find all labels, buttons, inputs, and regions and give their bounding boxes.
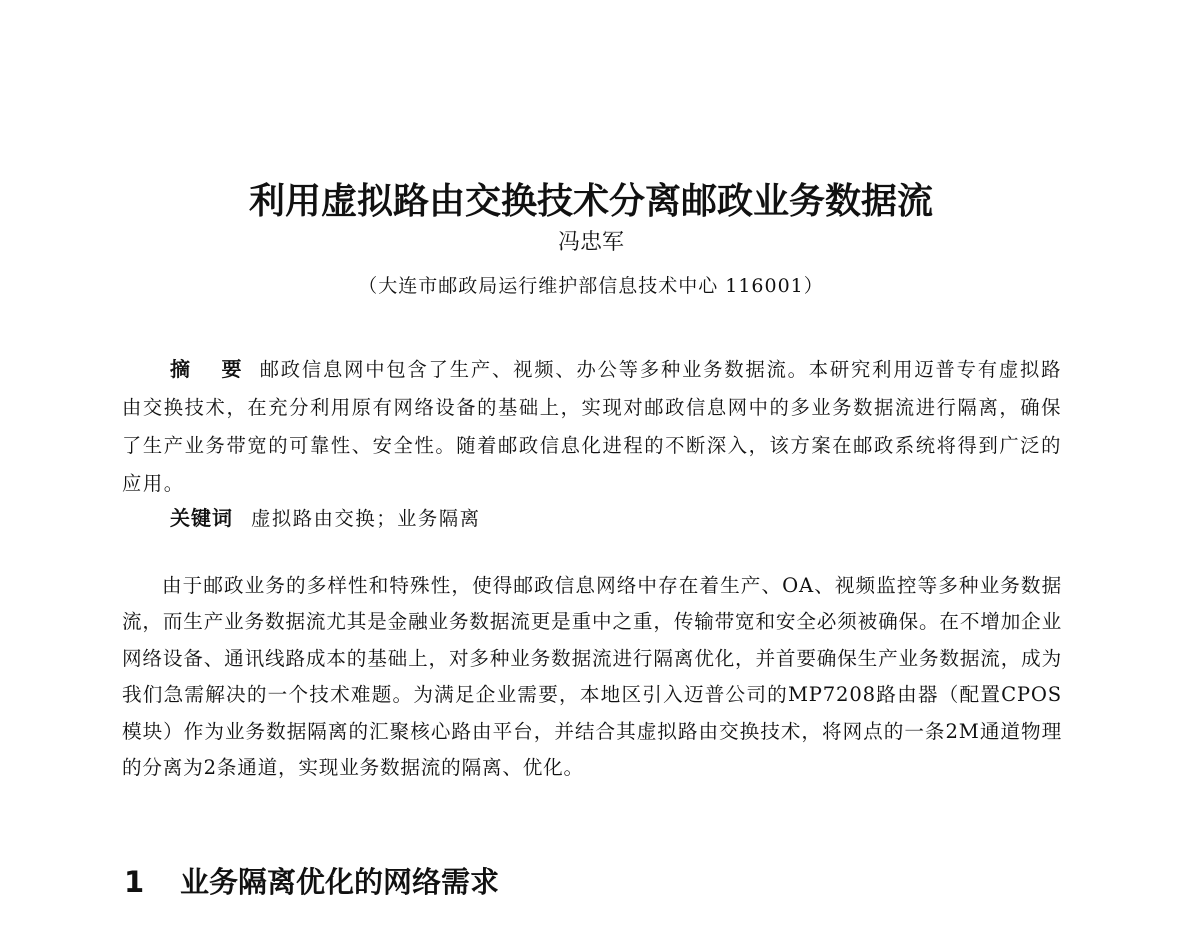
paper-title: 利用虚拟路由交换技术分离邮政业务数据流 (248, 181, 933, 222)
body-paragraph: 由于邮政业务的多样性和特殊性，使得邮政信息网络中存在着生产、OA、视频监控等多种业务数据流，而生产业务数据流尤其是金融业务数据流更是重中之重，传输带宽和安全必须被确保。在不增加企业网络设备、通讯线路成本的基础上，对多种业务数据流进行隔离优化，并首要确保生产业务数据流，成为我们急需解决的一个技术难题。为满足企业需要，本地区引入迈普公司的MP7208路由器（配置CPOS模块）作为业务数据隔离的汇聚核心路由平台，并结合其虚拟路由交换技术，将网点的一条2M通道物理的分离为2条通道，实现业务数据流的隔离、优化。 (122, 574, 1062, 780)
abstract-text: 邮政信息网中包含了生产、视频、办公等多种业务数据流。本研究利用迈普专有虚拟路由交换技术，在充分利用原有网络设备的基础上，实现对邮政信息网中的多业务数据流进行隔离，确保了生产业务带宽的可靠性、安全性。随着邮政信息化进程的不断深入，该方案在邮政系统将得到广泛的应用。 (122, 358, 1063, 495)
section-title: 业务隔离优化的网络需求 (180, 865, 500, 899)
keywords-block (170, 500, 1050, 537)
abstract-label: 摘 要 (170, 357, 254, 381)
section-heading (124, 862, 824, 902)
keywords-text: 虚拟路由交换；业务隔离 (251, 507, 481, 530)
abstract-block (122, 350, 1062, 503)
keywords-label: 关键词 (170, 506, 233, 530)
section-number: 1 (124, 865, 145, 899)
paper-affiliation: （大连市邮政局运行维护部信息技术中心 116001） (358, 275, 824, 297)
paper-author: 冯忠军 (557, 230, 624, 255)
